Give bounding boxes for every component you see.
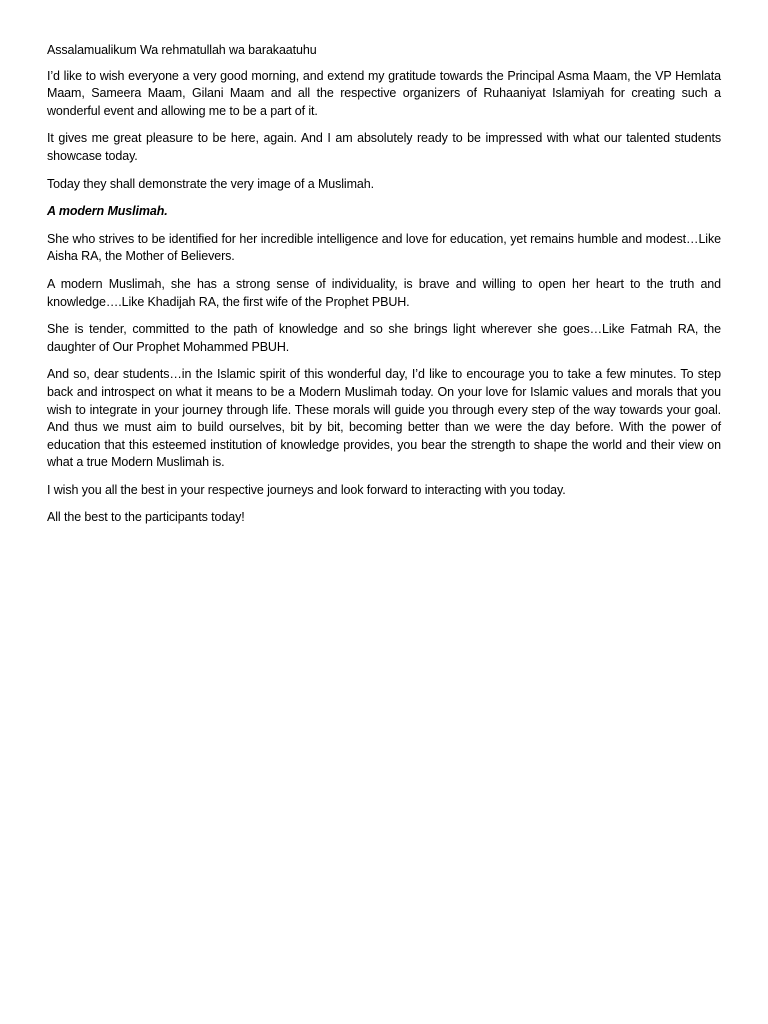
fatmah-paragraph: She is tender, committed to the path of knowledge and so she brings light wherever she goes…Like Fatmah RA, the daughter of Our Prophet Mohammed PBUH. xyxy=(47,322,721,354)
closing-paragraph: All the best to the participants today! xyxy=(47,510,245,525)
greeting-paragraph: Assalamualikum Wa rehmatullah wa barakaatuhu xyxy=(47,43,317,57)
wishes-paragraph: I wish you all the best in your respective journeys and look forward to interacting with you today. xyxy=(47,482,566,497)
gratitude-paragraph: I’d like to wish everyone a very good morning, and extend my gratitude towards the Principal Asma Maam, the VP Hemlata Maam, Sameera Maam, Gilani Maam and all the respective organizers of Ruhaaniyat Islamiyah for creating such a wonderful event and allowing me to be a part of it. xyxy=(47,68,721,118)
pleasure-paragraph: It gives me great pleasure to be here, again. And I am absolutely ready to be impressed with what our talented students showcase today. xyxy=(47,131,721,163)
document-page xyxy=(47,42,721,537)
demonstrate-paragraph: Today they shall demonstrate the very image of a Muslimah. xyxy=(47,176,375,191)
emphasis-heading: A modern Muslimah. xyxy=(47,204,168,219)
encouragement-paragraph: And so, dear students…in the Islamic spirit of this wonderful day, I’d like to encourage you to take a few minutes. To step back and introspect on what it means to be a Modern Muslimah today. On your love for Islamic values and morals that you wish to integrate in your journey through life. These morals will guide you through every step of the way towards your goal. And thus we must aim to build ourselves, bit by bit, becoming better than we were the day before. With the power of education that this esteemed institution of knowledge provides, you bear the strength to shape the world and their view on what a true Modern Muslimah is. xyxy=(47,367,721,470)
aisha-paragraph: She who strives to be identified for her incredible intelligence and love for education, yet remains humble and modest…Like Aisha RA, the Mother of Believers. xyxy=(47,231,721,264)
khadijah-paragraph: A modern Muslimah, she has a strong sense of individuality, is brave and willing to open her heart to the truth and knowledge….Like Khadijah RA, the first wife of the Prophet PBUH. xyxy=(47,276,721,309)
